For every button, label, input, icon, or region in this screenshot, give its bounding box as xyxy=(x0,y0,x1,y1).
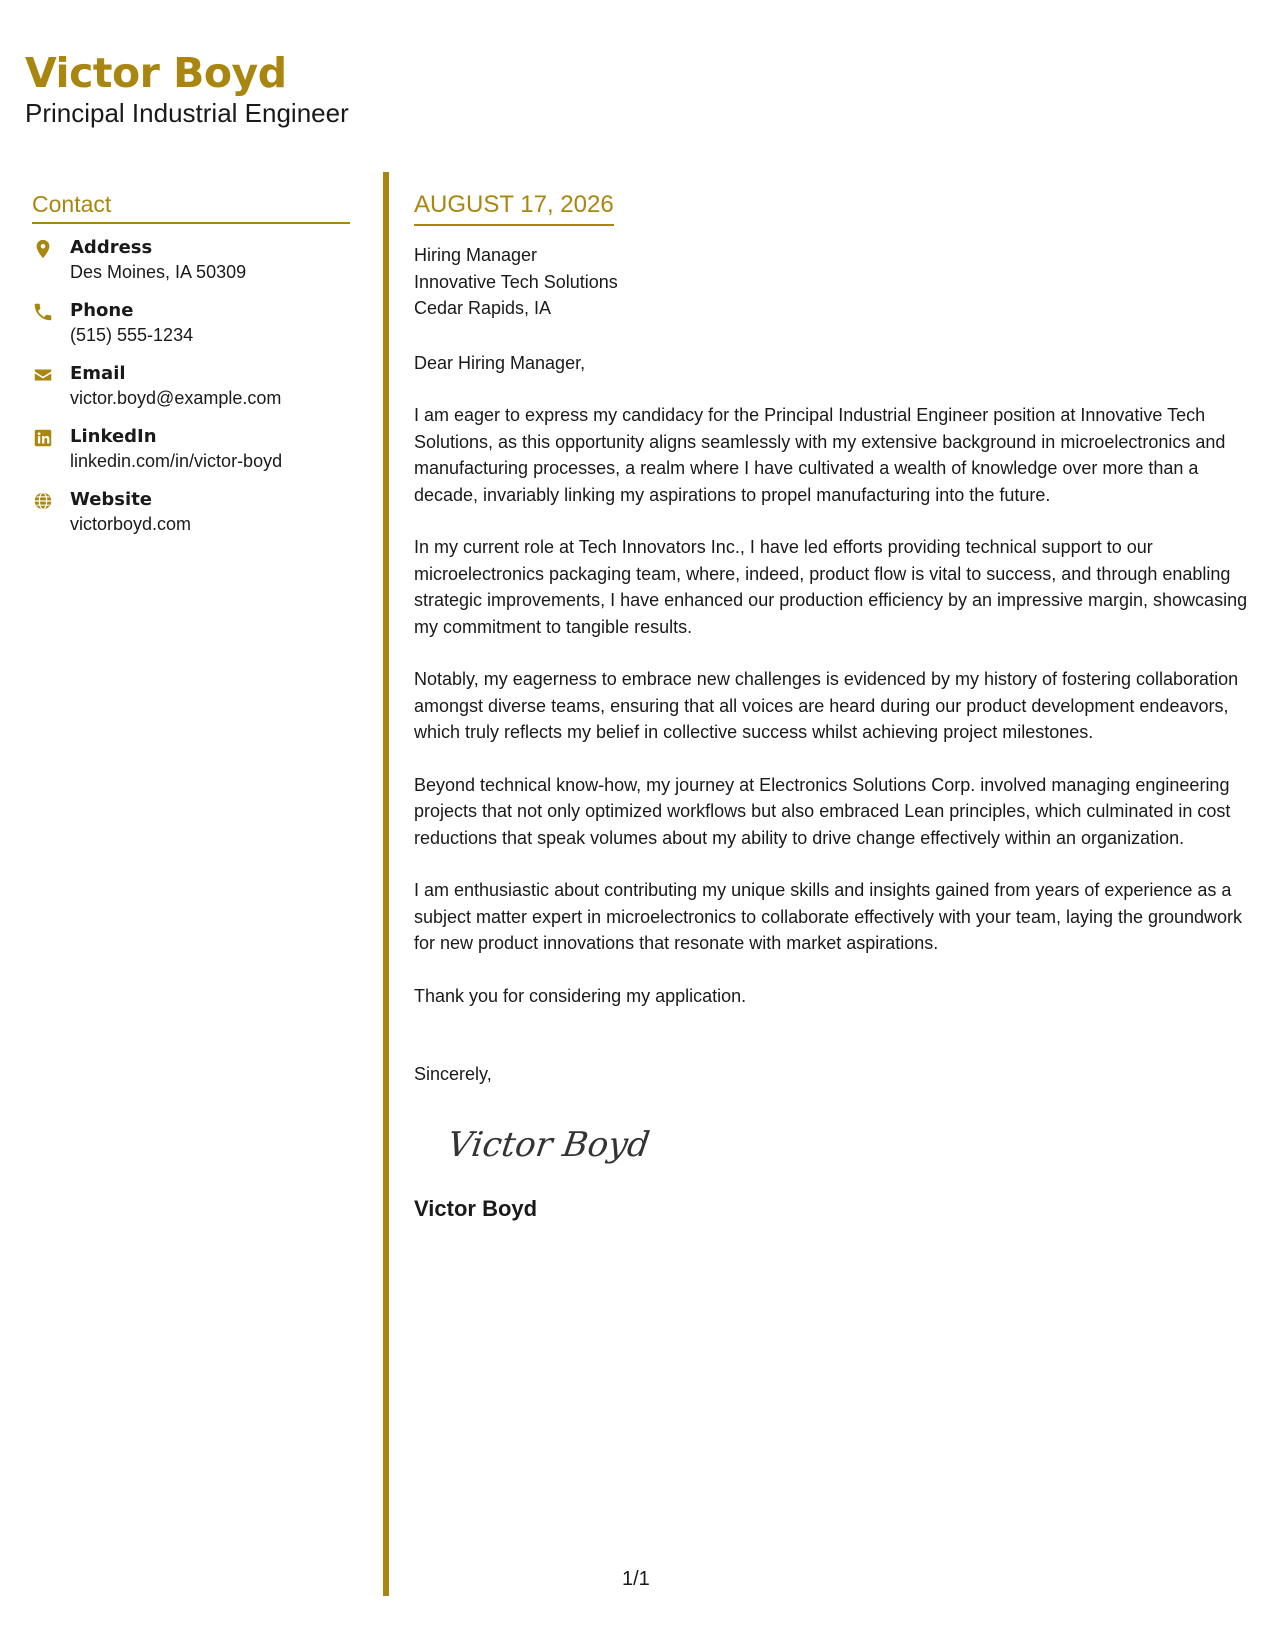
closing: Sincerely, xyxy=(414,1064,492,1084)
recipient-block xyxy=(414,242,1249,322)
signature-text: Victor Boyd xyxy=(450,1124,650,1165)
contact-value: victorboyd.com xyxy=(70,514,192,534)
contact-label: Email xyxy=(70,363,126,384)
contact-label: Phone xyxy=(70,300,134,321)
paragraph: Notably, my eagerness to embrace new challenges is evidenced by my history of fostering collaboration amongst diverse teams, ensuring that all voices are heard during our product development endeavors, which truly reflects my belief in collective success whilst achieving project milestones. xyxy=(414,669,1239,742)
phone-icon xyxy=(32,301,54,323)
contact-label: LinkedIn xyxy=(70,426,157,447)
paragraph: I am eager to express my candidacy for the Principal Industrial Engineer position at Innovative Tech Solutions, as this opportunity aligns seamlessly with my extensive background in microelectronics and manufacturing processes, a realm where I have cultivated a wealth of knowledge over more than a decade, invariably linking my aspirations to propel manufacturing into the future. xyxy=(414,405,1226,505)
linkedin-icon xyxy=(32,427,54,449)
recipient-line: Hiring Manager xyxy=(414,245,538,265)
salutation: Dear Hiring Manager, xyxy=(414,352,586,373)
contact-value: Des Moines, IA 50309 xyxy=(70,262,247,282)
paragraph: I am enthusiastic about contributing my unique skills and insights gained from years of experience as a subject matter expert in microelectronics to collaborate effectively with your team, laying the groundwork for new product innovations that resonate with market aspirations. xyxy=(414,880,1243,953)
vertical-divider xyxy=(383,172,389,1596)
applicant-name: Victor Boyd xyxy=(25,49,287,97)
letter-body xyxy=(414,190,1249,1223)
recipient-line: Cedar Rapids, IA xyxy=(414,298,552,318)
map-pin-icon xyxy=(32,238,54,260)
contact-heading: Contact xyxy=(32,190,350,224)
contact-item-website xyxy=(32,488,350,551)
contact-item-email xyxy=(32,362,350,425)
contact-label: Website xyxy=(70,489,153,510)
contact-item-linkedin xyxy=(32,425,350,488)
job-title: Principal Industrial Engineer xyxy=(25,98,349,128)
letter-date: AUGUST 17, 2026 xyxy=(414,190,614,226)
contact-label: Address xyxy=(70,237,153,258)
envelope-icon xyxy=(32,364,54,386)
contact-list xyxy=(32,236,350,551)
paragraph: In my current role at Tech Innovators Inc., I have led efforts providing technical support to our microelectronics packaging team, where, indeed, product flow is vital to success, and through enabling strategic improvements, I have enhanced our production efficiency by an impressive margin, showcasing my commitment to tangible results. xyxy=(414,537,1248,637)
paragraph: Thank you for considering my application. xyxy=(414,985,747,1006)
contact-value: victor.boyd@example.com xyxy=(70,388,282,408)
page-number: 1/1 xyxy=(622,1568,650,1590)
contact-sidebar xyxy=(32,190,350,551)
header xyxy=(25,48,349,128)
globe-icon xyxy=(32,490,54,512)
recipient-line: Innovative Tech Solutions xyxy=(414,271,618,292)
handwritten-signature xyxy=(450,1116,650,1172)
contact-value: linkedin.com/in/victor-boyd xyxy=(70,451,283,471)
paragraph: Beyond technical know-how, my journey at Electronics Solutions Corp. involved managing engineering projects that not only optimized workflows but also embraced Lean principles, which culminated in cost reductions that speak volumes about my ability to drive change effectively within an organization. xyxy=(414,774,1231,848)
signer-name: Victor Boyd xyxy=(414,1195,538,1221)
contact-item-address xyxy=(32,236,350,299)
contact-value: (515) 555-1234 xyxy=(70,325,194,345)
contact-item-phone xyxy=(32,299,350,362)
